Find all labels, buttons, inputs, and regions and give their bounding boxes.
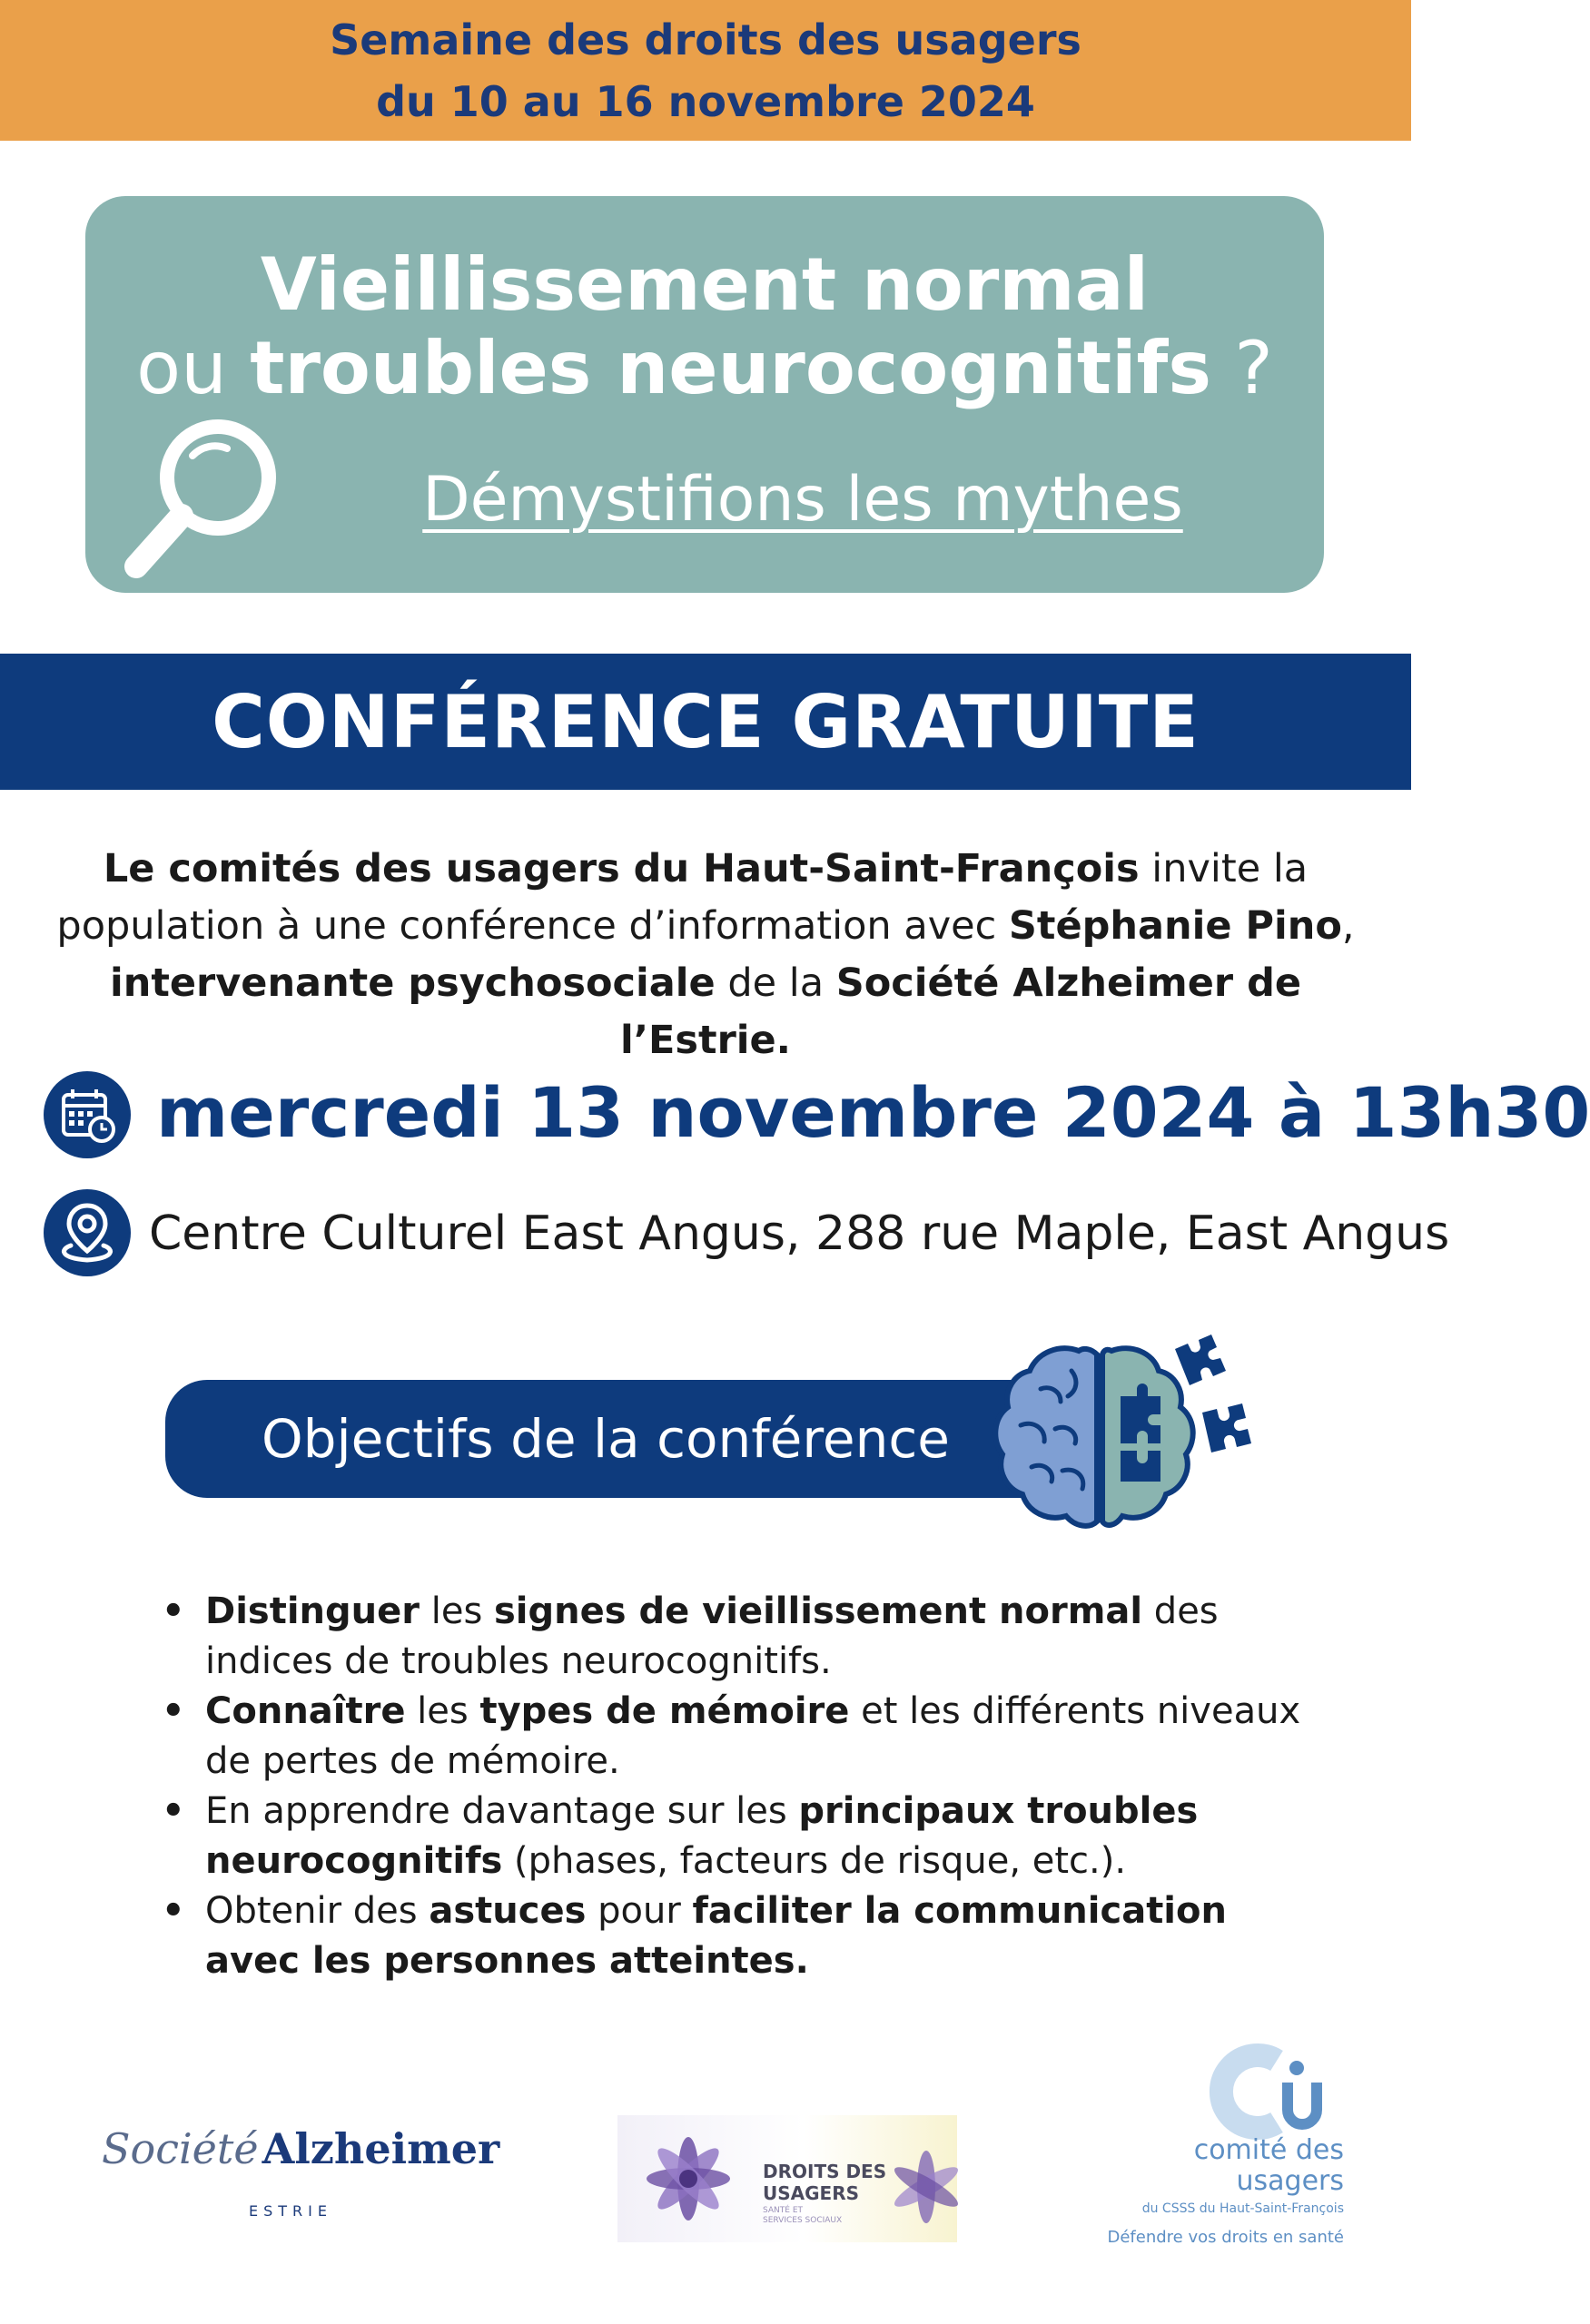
objective-1-verb: Distinguer	[205, 1590, 420, 1632]
intro-role: intervenante psychosociale	[109, 960, 716, 1006]
droits-logo-small-2: SERVICES SOCIAUX	[763, 2216, 843, 2225]
flower-icon	[625, 2124, 752, 2233]
title-line-2	[85, 323, 1324, 414]
event-date: mercredi 13 novembre 2024 à 13h30	[156, 1072, 1590, 1153]
objectives-heading: Objectifs de la conférence	[262, 1408, 950, 1470]
droits-logo-small-1: SANTÉ ET	[763, 2206, 803, 2215]
objective-1-text-b: des indices de troubles neurocognitifs.	[205, 1590, 1219, 1682]
objective-2-text-b: et les différents niveaux de pertes de mémoire.	[205, 1690, 1301, 1782]
objective-3-key: principaux troubles neurocognitifs	[205, 1790, 1199, 1882]
intro-organization: Société Alzheimer de l’Estrie.	[619, 960, 1302, 1063]
banner-line-2: du 10 au 16 novembre 2024	[376, 76, 1035, 126]
intro-text-3: de la	[715, 960, 836, 1006]
location-pin-icon	[44, 1189, 131, 1276]
objective-item	[162, 1587, 1306, 1687]
objective-item	[162, 1687, 1306, 1787]
title-line-2-suffix: ?	[1210, 326, 1273, 410]
droits-logo-line-2: USAGERS	[763, 2182, 860, 2204]
banner-line-1: Semaine des droits des usagers	[330, 15, 1081, 64]
alzheimer-logo-name: Alzheimer	[262, 2124, 500, 2173]
objective-4-key-2: faciliter la communication avec les personnes atteintes.	[205, 1890, 1227, 1982]
magnifier-icon	[118, 414, 281, 586]
objectives-heading-pill	[165, 1380, 1073, 1498]
title-box	[85, 196, 1324, 593]
flower-icon-right	[881, 2137, 957, 2237]
objective-2-text-a: les	[405, 1690, 480, 1732]
calendar-clock-icon	[44, 1071, 131, 1158]
intro-speaker: Stéphanie Pino	[1008, 903, 1342, 949]
objective-4-text-b: pour	[586, 1890, 693, 1932]
event-location: Centre Culturel East Angus, 288 rue Maple, East Angus	[149, 1206, 1450, 1261]
title-line-2-bold: troubles neurocognitifs	[250, 326, 1211, 410]
objective-3-text-a: En apprendre davantage sur les	[205, 1790, 799, 1832]
objective-2-verb: Connaître	[205, 1690, 406, 1732]
objective-item	[162, 1787, 1306, 1886]
droits-logo-line-1: DROITS DES	[763, 2161, 887, 2182]
brain-puzzle-icon	[977, 1334, 1249, 1543]
objective-1-key: signes de vieillissement normal	[494, 1590, 1143, 1632]
objective-4-key: astuces	[429, 1890, 587, 1932]
conference-title: CONFÉRENCE GRATUITE	[212, 679, 1200, 764]
alzheimer-logo-societe: Société	[102, 2124, 259, 2173]
droits-des-usagers-logo	[617, 2115, 957, 2242]
societe-alzheimer-logo	[102, 2124, 500, 2233]
top-banner	[0, 0, 1411, 141]
title-line-2-prefix: ou	[136, 326, 251, 410]
comite-logo-line-1: comité des	[1193, 2134, 1344, 2166]
cu-logo-icon	[1208, 2041, 1335, 2141]
objective-item	[162, 1886, 1306, 1986]
droits-logo-small-text	[763, 2206, 842, 2226]
objective-2-key: types de mémoire	[479, 1690, 850, 1732]
comite-logo-tagline: Défendre vos droits en santé	[1107, 2228, 1344, 2247]
droits-logo-text	[763, 2161, 886, 2204]
objective-3-text-b: (phases, facteurs de risque, etc.).	[502, 1840, 1127, 1882]
intro-text-1: invite la population à une conférence d’information avec	[56, 846, 1309, 949]
comite-logo-sub: du CSSS du Haut-Saint-François	[1141, 2201, 1344, 2216]
alzheimer-logo-region: ESTRIE	[249, 2202, 332, 2220]
intro-paragraph	[54, 841, 1357, 1069]
conference-banner	[0, 654, 1411, 790]
intro-committee: Le comités des usagers du Haut-Saint-François	[103, 846, 1140, 891]
objective-1-text-a: les	[420, 1590, 494, 1632]
title-line-1: Vieillissement normal	[260, 242, 1150, 327]
comite-logo-text	[1099, 2135, 1344, 2197]
intro-text-2: ,	[1341, 903, 1355, 949]
subtitle: Démystifions les mythes	[422, 464, 1183, 536]
comite-logo-line-2: usagers	[1236, 2165, 1344, 2197]
comite-des-usagers-logo	[1099, 2041, 1371, 2259]
objective-4-text-a: Obtenir des	[205, 1890, 430, 1932]
objectives-list	[162, 1587, 1306, 1986]
